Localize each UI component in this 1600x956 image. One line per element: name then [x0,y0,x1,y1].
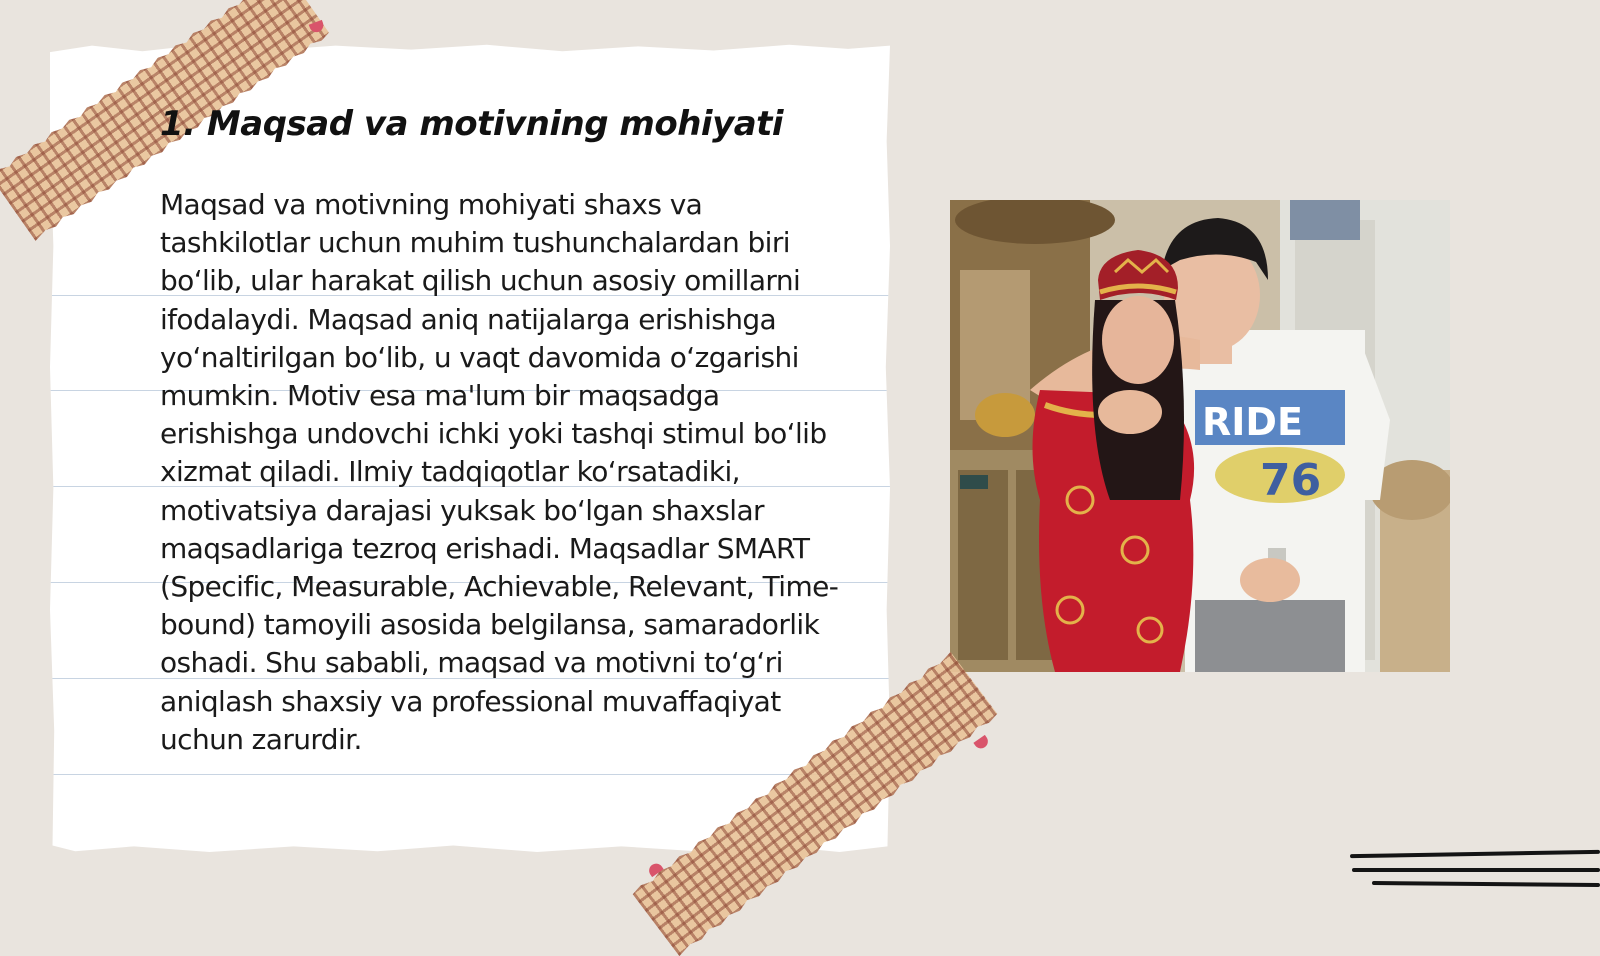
decorative-stroke [1350,850,1600,858]
ruled-line [50,774,890,775]
slide-title: 1. Maqsad va motivning mohiyati [160,104,784,144]
shirt-text: RIDE [1202,400,1303,444]
photo-illustration [950,200,1450,672]
photo [950,200,1450,672]
tape-corner-mark [973,735,990,751]
decorative-stroke [1352,868,1600,872]
decorative-stroke [1372,881,1600,887]
slide-body-text: Maqsad va motivning mohiyati shaxs va tashkilotlar uchun muhim tushunchalardan biri bo‘lib, ular harakat qilish uchun asosiy omillarni ifodalaydi. Maqsad aniq natijalarga erishishga yo‘naltirilgan bo‘lib, u vaqt davomida o‘zgarishi mumkin. Motiv esa ma'lum bir maqsadga erishishga undovchi ichki yoki tashqi stimul bo‘lib xizmat qiladi. Ilmiy tadqiqotlar ko‘rsatadiki, motivatsiya darajasi yuksak bo‘lgan shaxslar maqsadlariga tezroq erishadi. Maqsadlar SMART (Specific, Measurable, Achievable, Relevant, Time-bound) tamoyili asosida belgilansa, samaradorlik oshadi. Shu sababli, maqsad va motivni to‘g‘ri aniqlash shaxsiy va professional muvaffaqiyat uchun zarurdir. [160,188,839,756]
shirt-number: 76 [1260,455,1322,506]
